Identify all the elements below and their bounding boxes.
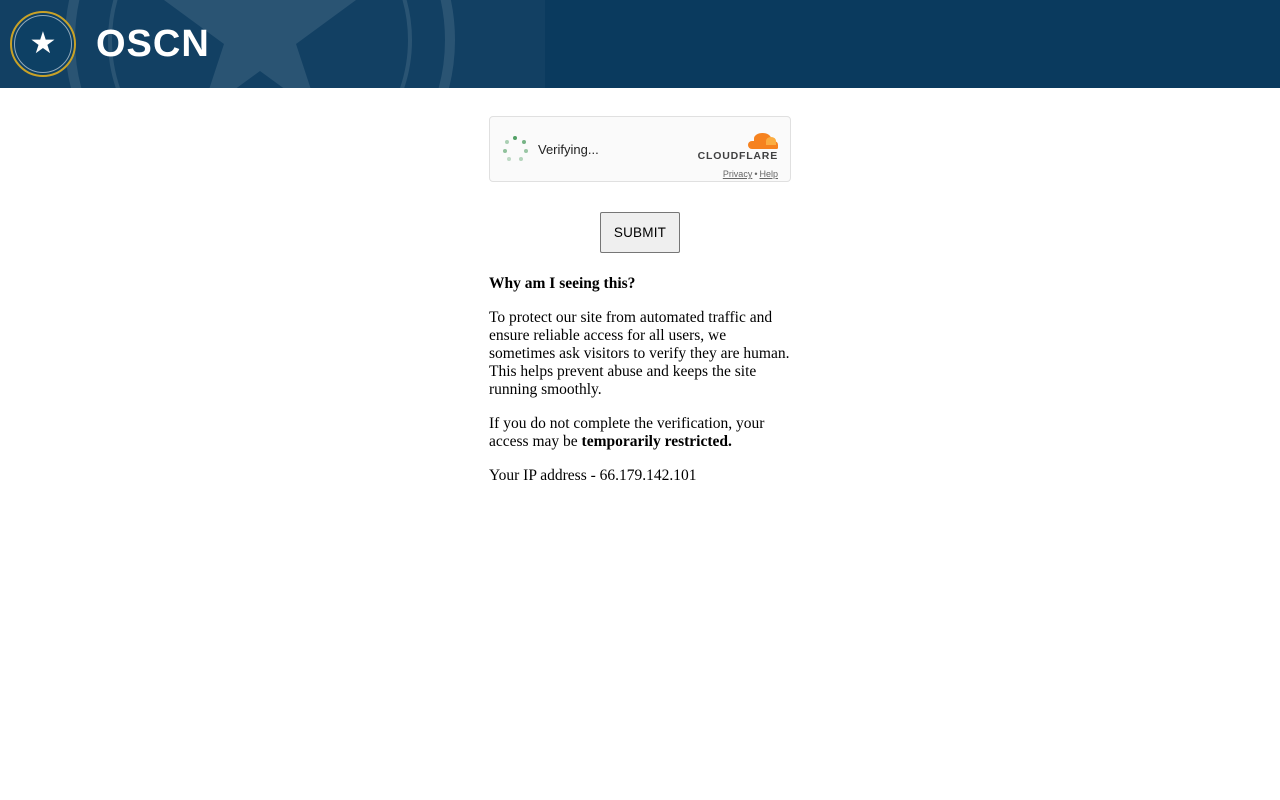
restriction-text-emphasis: temporarily restricted. — [581, 433, 732, 450]
seal-star-icon: ★ — [29, 27, 57, 60]
oscn-seal-icon — [10, 11, 76, 77]
submit-button[interactable]: SUBMIT — [600, 212, 680, 253]
cloudflare-links — [723, 169, 778, 179]
seal-ring — [14, 15, 72, 73]
cloudflare-cloud-icon — [744, 135, 778, 149]
site-header — [0, 0, 1280, 88]
link-separator: • — [754, 169, 758, 179]
restriction-text-prefix: If you do not complete the verification, your access may be — [489, 415, 765, 450]
cloudflare-wordmark: CLOUDFLARE — [697, 149, 778, 162]
explanation-paragraph-2 — [489, 415, 791, 451]
explanation-heading: Why am I seeing this? — [489, 275, 636, 292]
explanation-section — [489, 275, 791, 485]
ip-address-line: Your IP address - 66.179.142.101 — [489, 467, 697, 484]
main-content — [0, 88, 1280, 485]
verification-status-text: Verifying... — [538, 141, 599, 157]
cloudflare-turnstile-widget[interactable] — [489, 116, 791, 182]
loading-spinner-icon — [502, 136, 528, 162]
explanation-paragraph-1: To protect our site from automated traffic and ensure reliable access for all users, we sometimes ask visitors to verify they are human. This helps prevent abuse and keeps the site running smoothly. — [489, 309, 790, 398]
help-link[interactable]: Help — [759, 169, 778, 179]
privacy-link[interactable]: Privacy — [722, 169, 753, 179]
site-brand-title: OSCN — [96, 22, 210, 65]
